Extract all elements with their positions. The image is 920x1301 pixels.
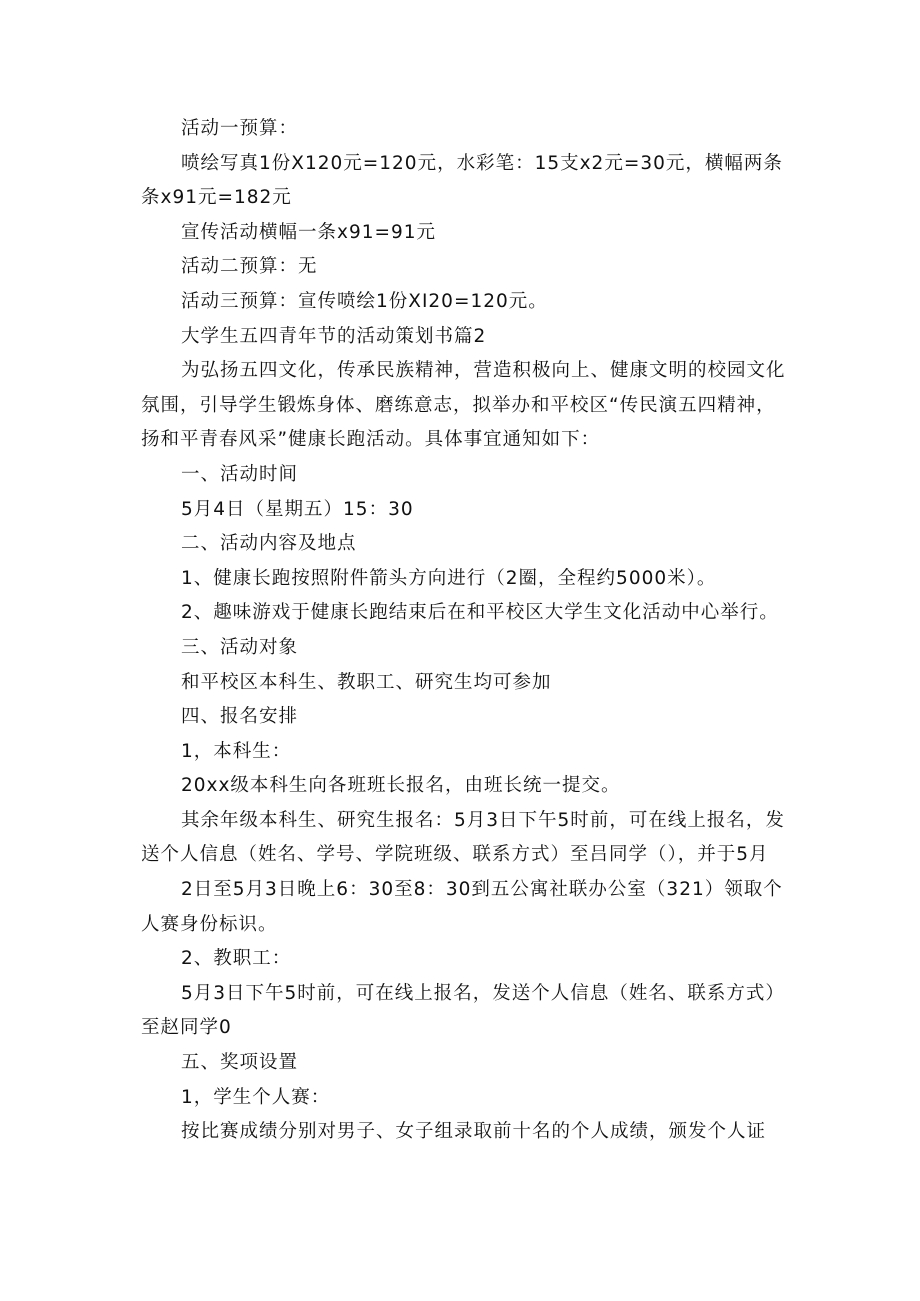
subheading-individual-race: 1，学生个人赛： [181, 1086, 331, 1108]
heading-registration: 四、报名安排 [181, 706, 299, 728]
paragraph-activity-target: 和平校区本科生、教职工、研究生均可参加 [181, 671, 552, 693]
paragraph-activity-time: 5月4日（星期五）15：30 [181, 498, 414, 520]
heading-awards: 五、奖项设置 [181, 1052, 299, 1074]
paragraph-undergraduate-registration: 20xx级本科生向各班班长报名，由班长统一提交。 [181, 775, 621, 797]
paragraph-staff-registration: 5月3日下午5时前，可在线上报名，发送个人信息（姓名、联系方式）至赵同学0 [141, 982, 785, 1039]
heading-activity-time: 一、活动时间 [181, 463, 299, 485]
paragraph-content-item-1: 1、健康长跑按照附件箭头方向进行（2圈，全程约5000米）。 [181, 567, 717, 589]
heading-activity-content: 二、活动内容及地点 [181, 533, 357, 555]
paragraph-other-registration: 其余年级本科生、研究生报名：5月3日下午5时前，可在线上报名，发送个人信息（姓名、学号、学院班级、联系方式）至吕同学（），并于5月 [141, 809, 785, 866]
section-title-plan-2: 大学生五四青年节的活动策划书篇2 [181, 325, 487, 347]
paragraph-intro: 为弘扬五四文化，传承民族精神，营造积极向上、健康文明的校园文化氛围，引导学生锻炼身体、磨练意志，拟举办和平校区“传民演五四精神，扬和平青春风采”健康长跑活动。具体事宜通知如下： [141, 360, 786, 451]
paragraph-banner-budget: 宣传活动横幅一条x91=91元 [181, 221, 437, 243]
paragraph-budget-activity-3: 活动三预算：宣传喷绘1份XI20=120元。 [181, 290, 548, 312]
subheading-staff: 2、教职工： [181, 948, 292, 970]
subheading-undergraduates: 1，本科生： [181, 740, 292, 762]
paragraph-award-rules: 按比赛成绩分别对男子、女子组录取前十名的个人成绩，颁发个人证 [181, 1121, 767, 1143]
paragraph-budget-activity-1-heading: 活动一预算： [181, 118, 299, 139]
paragraph-budget-activity-1-detail: 喷绘写真1份X120元=120元，水彩笔：15支x2元=30元，横幅两条条x91元=182元 [141, 152, 783, 209]
paragraph-pickup-identification: 2日至5月3日晚上6：30至8：30到五公寓社联办公室（321）领取个人赛身份标识。 [141, 879, 783, 935]
document-body [141, 112, 791, 1150]
paragraph-budget-activity-2: 活动二预算：无 [181, 256, 318, 278]
paragraph-content-item-2: 2、趣味游戏于健康长跑结束后在和平校区大学生文化活动中心举行。 [181, 602, 779, 624]
heading-activity-target: 三、活动对象 [181, 636, 299, 658]
